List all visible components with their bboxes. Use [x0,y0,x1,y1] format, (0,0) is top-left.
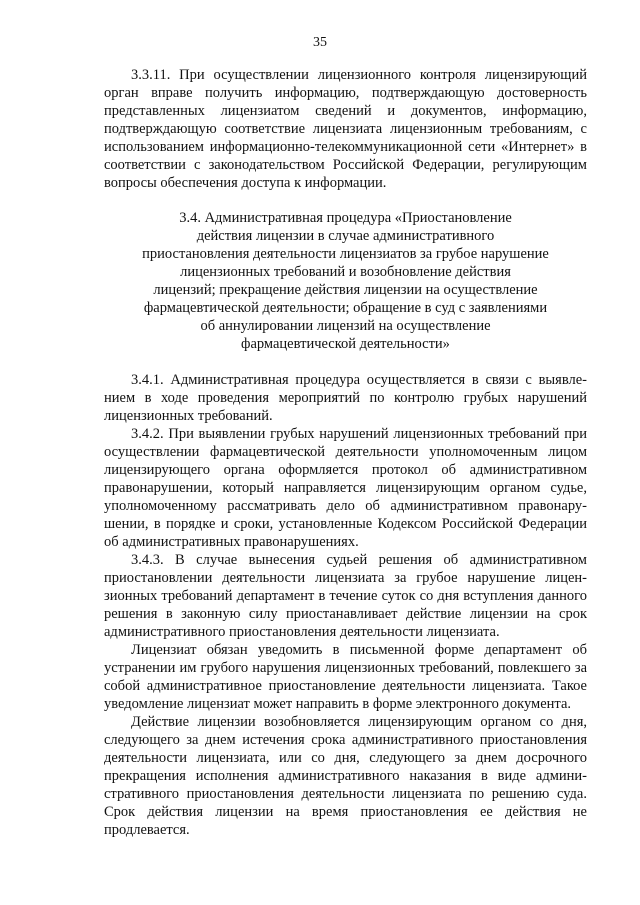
paragraph-line: правонарушении, который направляется лицензирующим органом судье, [104,480,587,496]
paragraph-line: соответствии с законодательством Российской Федерации, регулирующим [104,157,587,173]
heading-line: фармацевтической деятельности» [241,336,450,352]
paragraph-line: об административных правонарушениях. [104,534,359,550]
paragraph-line: шении, в порядке и сроки, установленные Кодексом Российской Федерации [104,516,587,532]
paragraph-line: нием в ходе проведения мероприятий по контролю грубых нарушений [104,390,587,406]
paragraph-line: решения в законную силу приостанавливает действие лицензии на срок [104,606,587,622]
paragraph-line: Лицензиат обязан уведомить в письменной форме департамент об [131,642,587,658]
heading-line: 3.4. Административная процедура «Приостановление [179,210,512,226]
paragraph-line: продлевается. [104,822,190,838]
paragraph-line: административного приостановления деятельности лицензиата. [104,624,500,640]
paragraph-line: деятельности лицензиата, или со дня, следующего за днем досрочного [104,750,587,766]
paragraph-line: уведомление лицензиат может направить в форме электронного документа. [104,696,572,712]
heading-line: об аннулировании лицензий на осуществление [200,318,491,334]
paragraph-line: вопросы обеспечения доступа к информации. [104,175,387,191]
paragraph-line: собой административное приостановление деятельности лицензиата. Такое [104,678,587,694]
paragraph-line: лицензионных требований. [104,408,273,424]
paragraph-line: 3.4.3. В случае вынесения судьей решения об административном [131,552,587,568]
paragraph-line: 3.3.11. При осуществлении лицензионного контроля лицензирующий [131,67,587,83]
paragraph-line: орган вправе получить информацию, подтверждающую достоверность [104,85,587,101]
paragraph-line: устранении им грубого нарушения лицензионных требований, повлекшего за [104,660,587,676]
page-number: 35 [313,35,327,50]
paragraph-line: уполномоченному рассматривать дело об административном правонару- [104,498,587,514]
paragraph-line: осуществлении фармацевтической деятельности уполномоченным лицом [104,444,587,460]
paragraph-line: использованием информационно-телекоммуникационной сети «Интернет» в [104,139,587,155]
paragraph-line: 3.4.1. Административная процедура осуществляется в связи с выявле- [131,372,587,388]
paragraph-line: следующего за днем истечения срока административного приостановления [104,732,587,748]
paragraph-line: стративного приостановления деятельности лицензиата по решению суда. [104,786,587,802]
heading-line: приостановления деятельности лицензиатов за грубое нарушение [142,246,549,262]
paragraph-line: 3.4.2. При выявлении грубых нарушений лицензионных требований при [131,426,587,442]
paragraph-line: представленных лицензиатом сведений и документов, информацию, [104,103,587,119]
paragraph-line: зионных требований департамент в течение суток со дня вступления данного [104,588,587,604]
heading-line: лицензий; прекращение действия лицензии на осуществление [153,282,538,298]
paragraph-line: лицензирующего органа оформляется протокол об административном [104,462,587,478]
heading-line: фармацевтической деятельности; обращение в суд с заявлениями [143,300,548,316]
paragraph-line: Действие лицензии возобновляется лицензирующим органом со дня, [131,714,587,730]
heading-line: действия лицензии в случае административного [196,228,495,244]
paragraph-line: подтверждающую соответствие лицензиата лицензионным требованиям, с [104,121,587,137]
heading-line: лицензионных требований и возобновление действия [180,264,511,280]
paragraph-line: Срок действия лицензии на время приостановления ее действия не [104,804,587,820]
paragraph-line: прекращения исполнения административного наказания в виде админи- [104,768,587,784]
paragraph-line: приостановлении деятельности лицензиата за грубое нарушение лицен- [104,570,587,586]
